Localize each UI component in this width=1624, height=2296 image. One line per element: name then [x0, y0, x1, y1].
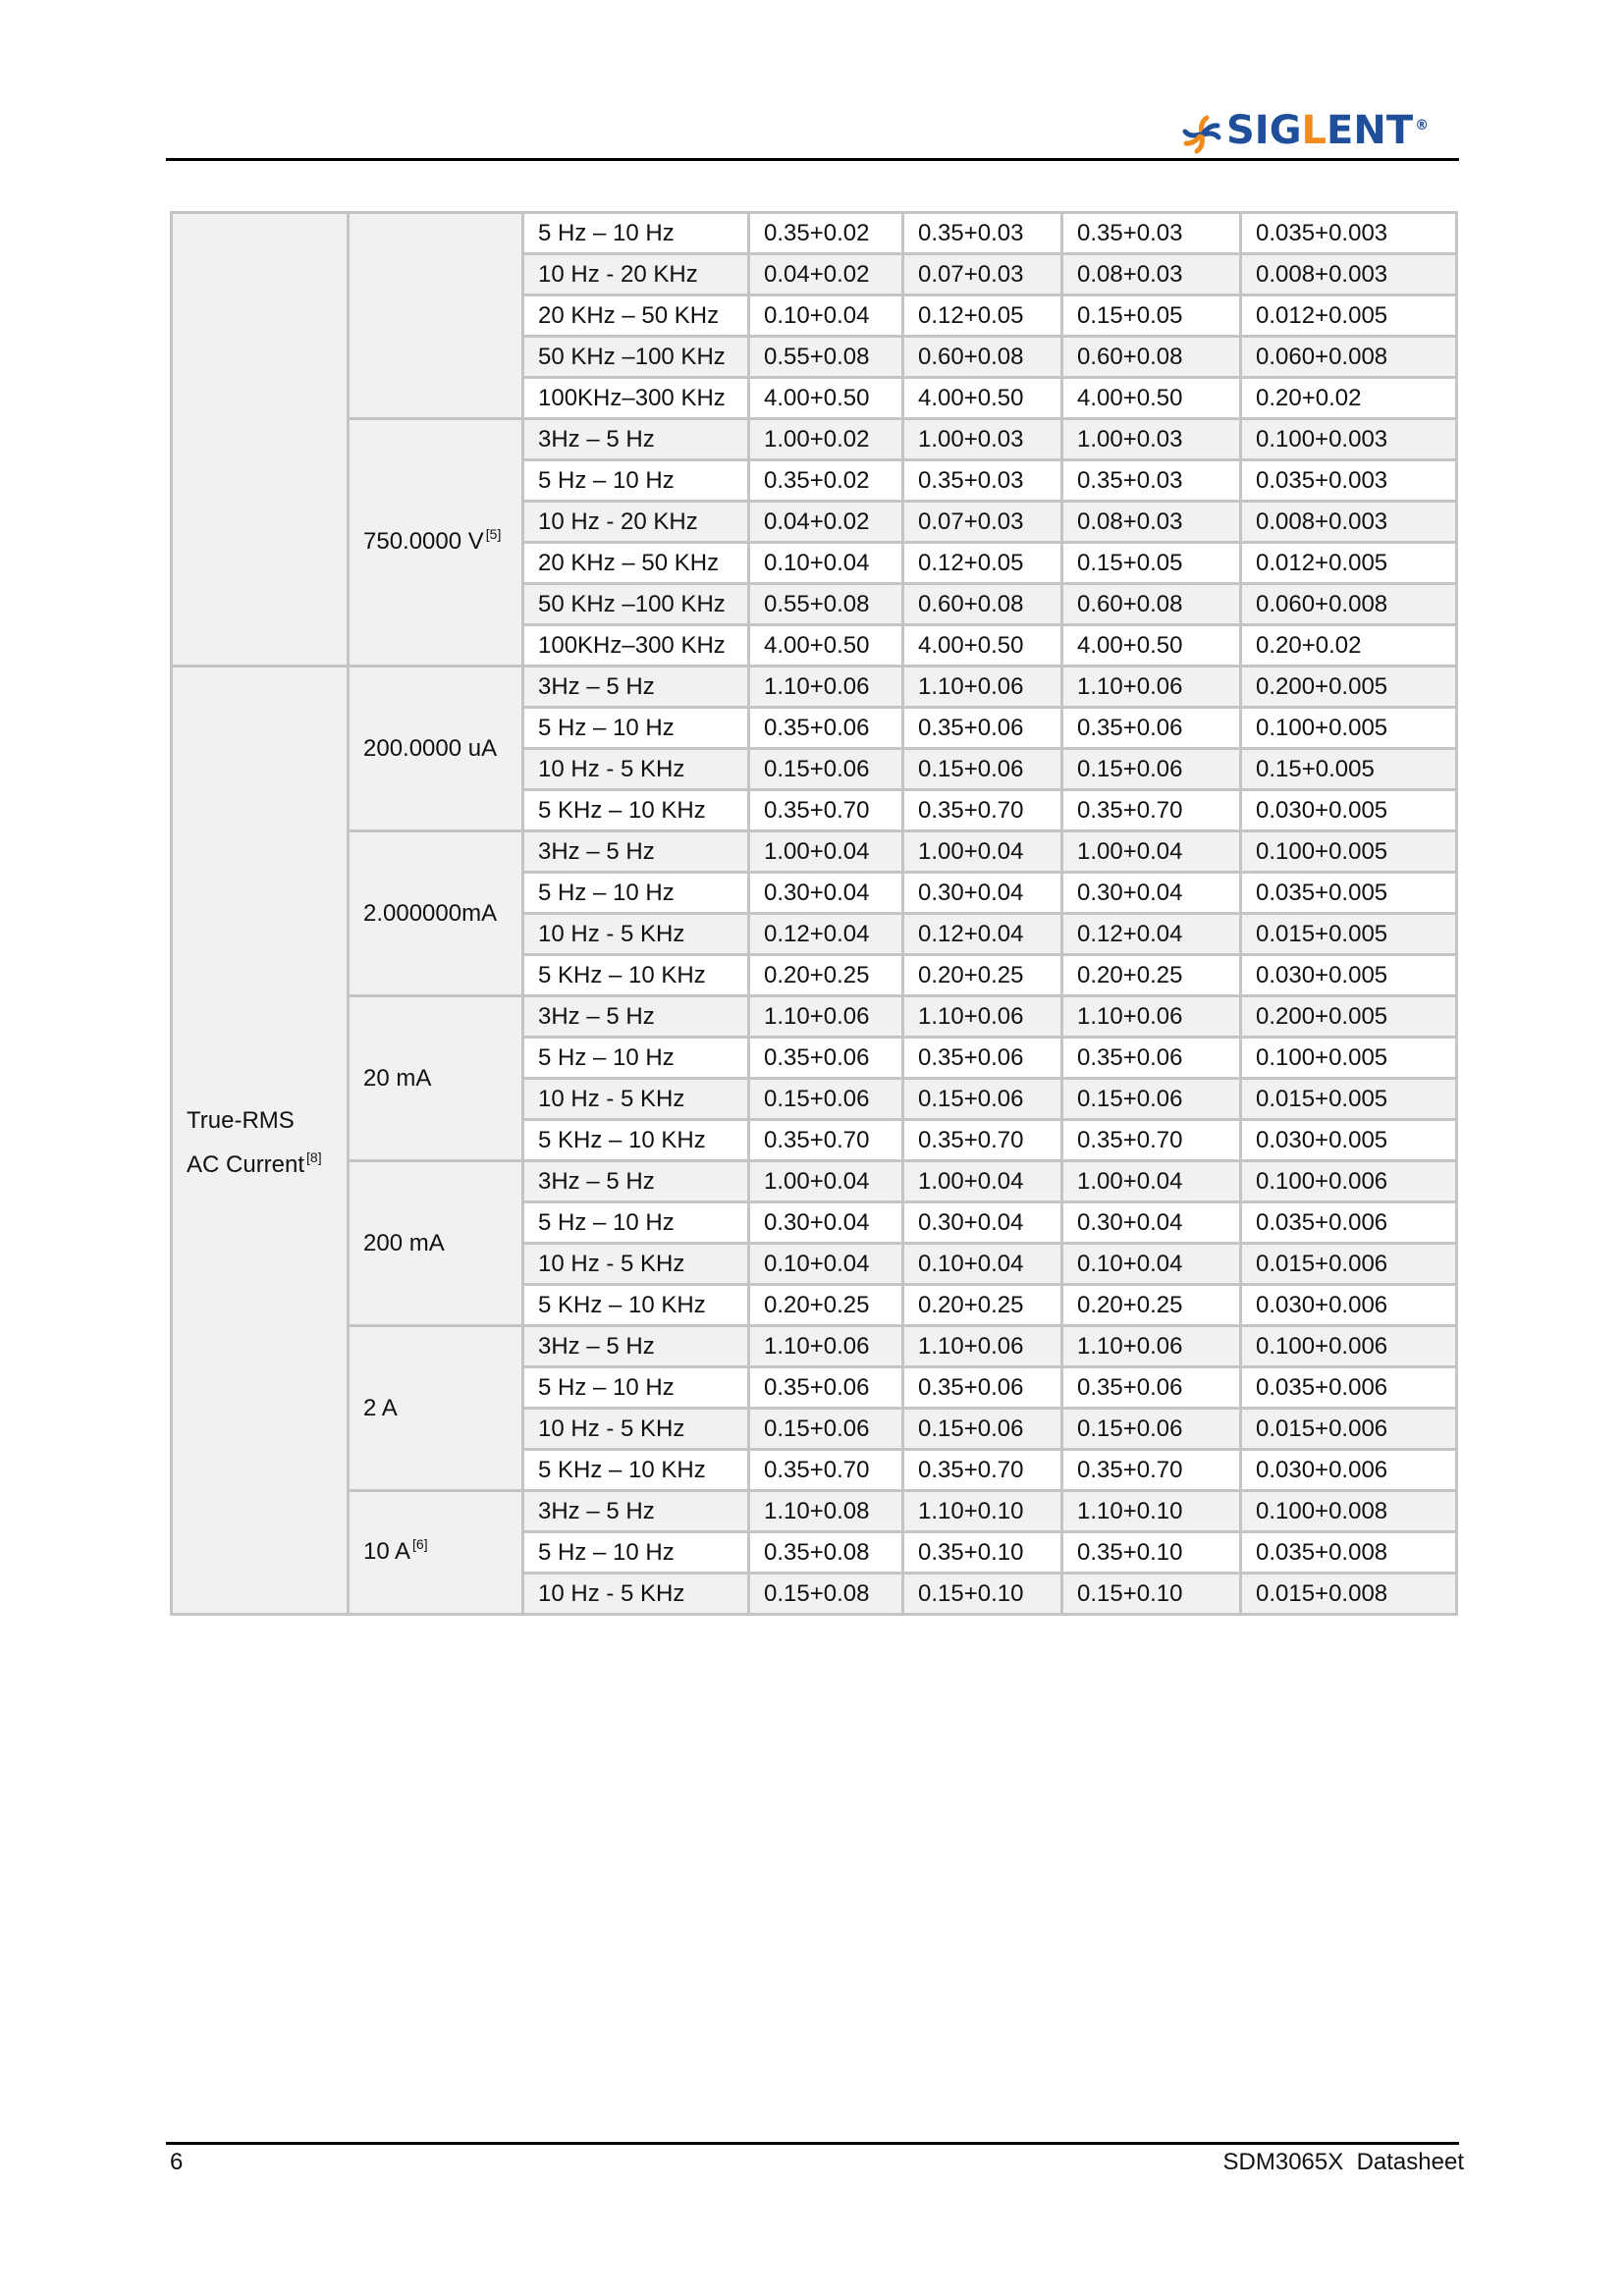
accuracy-cell: 0.030+0.005 — [1241, 955, 1457, 996]
accuracy-cell: 0.015+0.006 — [1241, 1409, 1457, 1450]
function-cell — [172, 667, 349, 1615]
accuracy-cell: 1.00+0.04 — [1062, 831, 1241, 873]
accuracy-cell: 0.100+0.005 — [1241, 831, 1457, 873]
accuracy-cell: 0.060+0.008 — [1241, 337, 1457, 378]
accuracy-cell: 0.15+0.10 — [903, 1574, 1062, 1615]
accuracy-cell: 0.20+0.25 — [1062, 1285, 1241, 1326]
range-label: 200 mA — [363, 1230, 445, 1256]
frequency-cell: 5 Hz – 10 Hz — [523, 1532, 749, 1574]
accuracy-cell: 0.030+0.005 — [1241, 1120, 1457, 1161]
frequency-cell: 5 Hz – 10 Hz — [523, 1038, 749, 1079]
accuracy-cell: 1.10+0.06 — [1062, 1326, 1241, 1367]
frequency-cell: 5 Hz – 10 Hz — [523, 213, 749, 254]
accuracy-cell: 0.35+0.06 — [749, 708, 903, 749]
accuracy-cell: 0.35+0.06 — [749, 1367, 903, 1409]
frequency-cell: 5 Hz – 10 Hz — [523, 1202, 749, 1244]
table-row — [172, 213, 1457, 254]
accuracy-cell: 1.00+0.03 — [1062, 419, 1241, 460]
accuracy-cell: 0.15+0.005 — [1241, 749, 1457, 790]
accuracy-cell: 0.35+0.03 — [1062, 460, 1241, 502]
accuracy-cell: 1.00+0.04 — [903, 1161, 1062, 1202]
accuracy-cell: 0.012+0.005 — [1241, 295, 1457, 337]
frequency-cell: 10 Hz - 5 KHz — [523, 749, 749, 790]
range-label: 2.000000mA — [363, 900, 498, 927]
frequency-cell: 10 Hz - 5 KHz — [523, 1244, 749, 1285]
frequency-cell: 5 KHz – 10 KHz — [523, 1120, 749, 1161]
accuracy-cell: 1.10+0.06 — [903, 667, 1062, 708]
accuracy-cell: 0.35+0.70 — [1062, 1120, 1241, 1161]
accuracy-cell: 0.60+0.08 — [903, 584, 1062, 625]
range-cell — [349, 831, 523, 996]
accuracy-cell: 0.08+0.03 — [1062, 254, 1241, 295]
accuracy-cell: 0.35+0.10 — [903, 1532, 1062, 1574]
frequency-cell: 3Hz – 5 Hz — [523, 1491, 749, 1532]
accuracy-cell: 0.008+0.003 — [1241, 502, 1457, 543]
accuracy-cell: 0.15+0.06 — [903, 749, 1062, 790]
accuracy-cell: 0.008+0.003 — [1241, 254, 1457, 295]
accuracy-cell: 0.60+0.08 — [903, 337, 1062, 378]
frequency-cell: 5 Hz – 10 Hz — [523, 873, 749, 914]
table-row — [172, 419, 1457, 460]
accuracy-cell: 1.00+0.04 — [749, 831, 903, 873]
accuracy-cell: 4.00+0.50 — [749, 378, 903, 419]
frequency-cell: 10 Hz - 5 KHz — [523, 914, 749, 955]
accuracy-cell: 0.35+0.03 — [1062, 213, 1241, 254]
accuracy-cell: 0.15+0.10 — [1062, 1574, 1241, 1615]
accuracy-cell: 4.00+0.50 — [903, 625, 1062, 667]
accuracy-cell: 0.15+0.06 — [903, 1079, 1062, 1120]
accuracy-cell: 0.30+0.04 — [903, 873, 1062, 914]
frequency-cell: 20 KHz – 50 KHz — [523, 543, 749, 584]
accuracy-cell: 0.35+0.06 — [1062, 1038, 1241, 1079]
accuracy-cell: 0.100+0.005 — [1241, 708, 1457, 749]
accuracy-cell: 1.00+0.03 — [903, 419, 1062, 460]
range-label: 10 A — [363, 1537, 411, 1565]
accuracy-cell: 0.200+0.005 — [1241, 667, 1457, 708]
accuracy-cell: 0.10+0.04 — [1062, 1244, 1241, 1285]
accuracy-cell: 0.20+0.02 — [1241, 625, 1457, 667]
accuracy-cell: 4.00+0.50 — [1062, 625, 1241, 667]
accuracy-cell: 0.100+0.003 — [1241, 419, 1457, 460]
frequency-cell: 3Hz – 5 Hz — [523, 667, 749, 708]
accuracy-cell: 0.35+0.70 — [749, 790, 903, 831]
accuracy-cell: 0.10+0.04 — [749, 295, 903, 337]
range-cell — [349, 1161, 523, 1326]
footnote-ref: [6] — [412, 1535, 428, 1552]
siglent-swirl-icon — [1181, 115, 1222, 154]
accuracy-cell: 0.035+0.006 — [1241, 1367, 1457, 1409]
frequency-cell: 20 KHz – 50 KHz — [523, 295, 749, 337]
accuracy-cell: 1.10+0.06 — [1062, 667, 1241, 708]
footnote-ref: [5] — [485, 525, 502, 542]
frequency-cell: 3Hz – 5 Hz — [523, 831, 749, 873]
accuracy-cell: 1.00+0.04 — [749, 1161, 903, 1202]
range-cell — [349, 419, 523, 667]
accuracy-cell: 0.07+0.03 — [903, 502, 1062, 543]
frequency-cell: 10 Hz - 5 KHz — [523, 1409, 749, 1450]
function-cell — [172, 213, 349, 667]
accuracy-cell: 0.100+0.006 — [1241, 1161, 1457, 1202]
accuracy-cell: 0.07+0.03 — [903, 254, 1062, 295]
accuracy-cell: 0.35+0.70 — [1062, 1450, 1241, 1491]
accuracy-cell: 0.35+0.02 — [749, 213, 903, 254]
logo-wordmark: SIGLENT ® — [1226, 107, 1430, 153]
accuracy-cell: 1.10+0.06 — [749, 996, 903, 1038]
table-row — [172, 1326, 1457, 1367]
accuracy-cell: 1.10+0.06 — [749, 667, 903, 708]
function-label: True-RMS — [187, 1107, 295, 1134]
accuracy-cell: 1.00+0.04 — [903, 831, 1062, 873]
range-label: 750.0000 V — [363, 527, 484, 555]
frequency-cell: 10 Hz - 20 KHz — [523, 254, 749, 295]
accuracy-cell: 0.035+0.006 — [1241, 1202, 1457, 1244]
frequency-cell: 3Hz – 5 Hz — [523, 1326, 749, 1367]
accuracy-cell: 0.35+0.70 — [749, 1120, 903, 1161]
range-cell — [349, 213, 523, 419]
accuracy-cell: 0.12+0.04 — [903, 914, 1062, 955]
function-label-line2 — [187, 1143, 347, 1190]
accuracy-cell: 0.035+0.008 — [1241, 1532, 1457, 1574]
accuracy-cell: 0.015+0.005 — [1241, 914, 1457, 955]
frequency-cell: 50 KHz –100 KHz — [523, 584, 749, 625]
siglent-logo — [1181, 107, 1430, 157]
accuracy-cell: 0.35+0.06 — [749, 1038, 903, 1079]
accuracy-cell: 0.30+0.04 — [749, 1202, 903, 1244]
accuracy-cell: 0.08+0.03 — [1062, 502, 1241, 543]
accuracy-cell: 0.30+0.04 — [903, 1202, 1062, 1244]
frequency-cell: 3Hz – 5 Hz — [523, 996, 749, 1038]
frequency-cell: 5 Hz – 10 Hz — [523, 708, 749, 749]
accuracy-cell: 1.10+0.10 — [1062, 1491, 1241, 1532]
accuracy-cell: 0.60+0.08 — [1062, 584, 1241, 625]
accuracy-cell: 0.12+0.04 — [1062, 914, 1241, 955]
accuracy-cell: 0.35+0.06 — [1062, 708, 1241, 749]
page-number: 6 — [170, 2149, 184, 2175]
frequency-cell: 5 KHz – 10 KHz — [523, 790, 749, 831]
accuracy-cell: 0.20+0.25 — [903, 955, 1062, 996]
accuracy-cell: 0.015+0.006 — [1241, 1244, 1457, 1285]
accuracy-cell: 0.35+0.70 — [903, 790, 1062, 831]
frequency-cell: 5 KHz – 10 KHz — [523, 1450, 749, 1491]
footer-rule — [166, 2142, 1459, 2145]
accuracy-cell: 0.35+0.70 — [903, 1450, 1062, 1491]
accuracy-cell: 0.12+0.05 — [903, 543, 1062, 584]
accuracy-cell: 0.30+0.04 — [1062, 873, 1241, 914]
table-row — [172, 667, 1457, 708]
table-row — [172, 1161, 1457, 1202]
accuracy-cell: 0.30+0.04 — [1062, 1202, 1241, 1244]
frequency-cell: 3Hz – 5 Hz — [523, 1161, 749, 1202]
accuracy-cell: 0.20+0.02 — [1241, 378, 1457, 419]
accuracy-cell: 0.15+0.06 — [1062, 749, 1241, 790]
accuracy-cell: 0.15+0.06 — [749, 1409, 903, 1450]
accuracy-cell: 0.15+0.05 — [1062, 295, 1241, 337]
accuracy-cell: 0.20+0.25 — [1062, 955, 1241, 996]
document-title: SDM3065X Datasheet — [1222, 2149, 1464, 2175]
accuracy-cell: 4.00+0.50 — [903, 378, 1062, 419]
frequency-cell: 5 KHz – 10 KHz — [523, 955, 749, 996]
accuracy-cell: 0.035+0.005 — [1241, 873, 1457, 914]
accuracy-cell: 0.55+0.08 — [749, 337, 903, 378]
range-cell — [349, 667, 523, 831]
accuracy-cell: 0.55+0.08 — [749, 584, 903, 625]
accuracy-cell: 0.015+0.005 — [1241, 1079, 1457, 1120]
frequency-cell: 50 KHz –100 KHz — [523, 337, 749, 378]
accuracy-cell: 0.15+0.06 — [903, 1409, 1062, 1450]
accuracy-cell: 4.00+0.50 — [1062, 378, 1241, 419]
accuracy-cell: 0.35+0.70 — [1062, 790, 1241, 831]
accuracy-cell: 0.030+0.006 — [1241, 1450, 1457, 1491]
accuracy-cell: 0.060+0.008 — [1241, 584, 1457, 625]
accuracy-cell: 0.10+0.04 — [903, 1244, 1062, 1285]
header-rule — [166, 158, 1459, 161]
accuracy-cell: 4.00+0.50 — [749, 625, 903, 667]
accuracy-cell: 1.10+0.06 — [903, 1326, 1062, 1367]
accuracy-cell: 0.35+0.08 — [749, 1532, 903, 1574]
accuracy-cell: 1.10+0.06 — [749, 1326, 903, 1367]
accuracy-cell: 0.35+0.03 — [903, 213, 1062, 254]
accuracy-cell: 1.10+0.10 — [903, 1491, 1062, 1532]
frequency-cell: 3Hz – 5 Hz — [523, 419, 749, 460]
frequency-cell: 5 Hz – 10 Hz — [523, 1367, 749, 1409]
accuracy-cell: 0.35+0.03 — [903, 460, 1062, 502]
accuracy-cell: 0.100+0.008 — [1241, 1491, 1457, 1532]
frequency-cell: 10 Hz - 20 KHz — [523, 502, 749, 543]
frequency-cell: 10 Hz - 5 KHz — [523, 1574, 749, 1615]
accuracy-cell: 0.15+0.06 — [1062, 1409, 1241, 1450]
accuracy-cell: 0.15+0.06 — [749, 749, 903, 790]
accuracy-cell: 0.04+0.02 — [749, 502, 903, 543]
accuracy-cell: 0.20+0.25 — [749, 1285, 903, 1326]
accuracy-cell: 0.030+0.006 — [1241, 1285, 1457, 1326]
accuracy-cell: 1.00+0.02 — [749, 419, 903, 460]
range-cell — [349, 996, 523, 1161]
accuracy-cell: 0.20+0.25 — [749, 955, 903, 996]
accuracy-cell: 0.35+0.10 — [1062, 1532, 1241, 1574]
accuracy-cell: 0.04+0.02 — [749, 254, 903, 295]
table-row — [172, 1491, 1457, 1532]
accuracy-cell: 0.35+0.06 — [903, 1367, 1062, 1409]
accuracy-cell: 1.00+0.04 — [1062, 1161, 1241, 1202]
footnote-ref: [8] — [306, 1149, 322, 1165]
frequency-cell: 100KHz–300 KHz — [523, 378, 749, 419]
accuracy-cell: 0.035+0.003 — [1241, 213, 1457, 254]
accuracy-cell: 1.10+0.08 — [749, 1491, 903, 1532]
accuracy-cell: 0.35+0.70 — [903, 1120, 1062, 1161]
accuracy-cell: 0.10+0.04 — [749, 543, 903, 584]
accuracy-cell: 0.35+0.06 — [903, 708, 1062, 749]
accuracy-cell: 0.15+0.06 — [749, 1079, 903, 1120]
accuracy-cell: 1.10+0.06 — [903, 996, 1062, 1038]
accuracy-cell: 0.20+0.25 — [903, 1285, 1062, 1326]
accuracy-cell: 1.10+0.06 — [1062, 996, 1241, 1038]
accuracy-cell: 0.200+0.005 — [1241, 996, 1457, 1038]
range-label: 2 A — [363, 1395, 398, 1421]
accuracy-cell: 0.100+0.006 — [1241, 1326, 1457, 1367]
range-label: 20 mA — [363, 1065, 432, 1092]
function-label-text: AC Current — [187, 1151, 305, 1178]
accuracy-cell: 0.60+0.08 — [1062, 337, 1241, 378]
accuracy-cell: 0.35+0.06 — [903, 1038, 1062, 1079]
accuracy-cell: 0.35+0.70 — [749, 1450, 903, 1491]
accuracy-table — [170, 211, 1458, 1616]
accuracy-cell: 0.015+0.008 — [1241, 1574, 1457, 1615]
accuracy-cell: 0.12+0.05 — [903, 295, 1062, 337]
table-row — [172, 831, 1457, 873]
accuracy-cell: 0.035+0.003 — [1241, 460, 1457, 502]
accuracy-cell: 0.35+0.02 — [749, 460, 903, 502]
frequency-cell: 5 KHz – 10 KHz — [523, 1285, 749, 1326]
range-cell — [349, 1326, 523, 1491]
accuracy-cell: 0.100+0.005 — [1241, 1038, 1457, 1079]
frequency-cell: 10 Hz - 5 KHz — [523, 1079, 749, 1120]
table-row — [172, 996, 1457, 1038]
frequency-cell: 100KHz–300 KHz — [523, 625, 749, 667]
accuracy-cell: 0.15+0.05 — [1062, 543, 1241, 584]
accuracy-cell: 0.35+0.06 — [1062, 1367, 1241, 1409]
accuracy-cell: 0.15+0.06 — [1062, 1079, 1241, 1120]
range-cell — [349, 1491, 523, 1615]
accuracy-cell: 0.030+0.005 — [1241, 790, 1457, 831]
accuracy-cell: 0.30+0.04 — [749, 873, 903, 914]
range-label: 200.0000 uA — [363, 735, 498, 762]
frequency-cell: 5 Hz – 10 Hz — [523, 460, 749, 502]
accuracy-cell: 0.10+0.04 — [749, 1244, 903, 1285]
accuracy-cell: 0.15+0.08 — [749, 1574, 903, 1615]
accuracy-cell: 0.012+0.005 — [1241, 543, 1457, 584]
accuracy-cell: 0.12+0.04 — [749, 914, 903, 955]
